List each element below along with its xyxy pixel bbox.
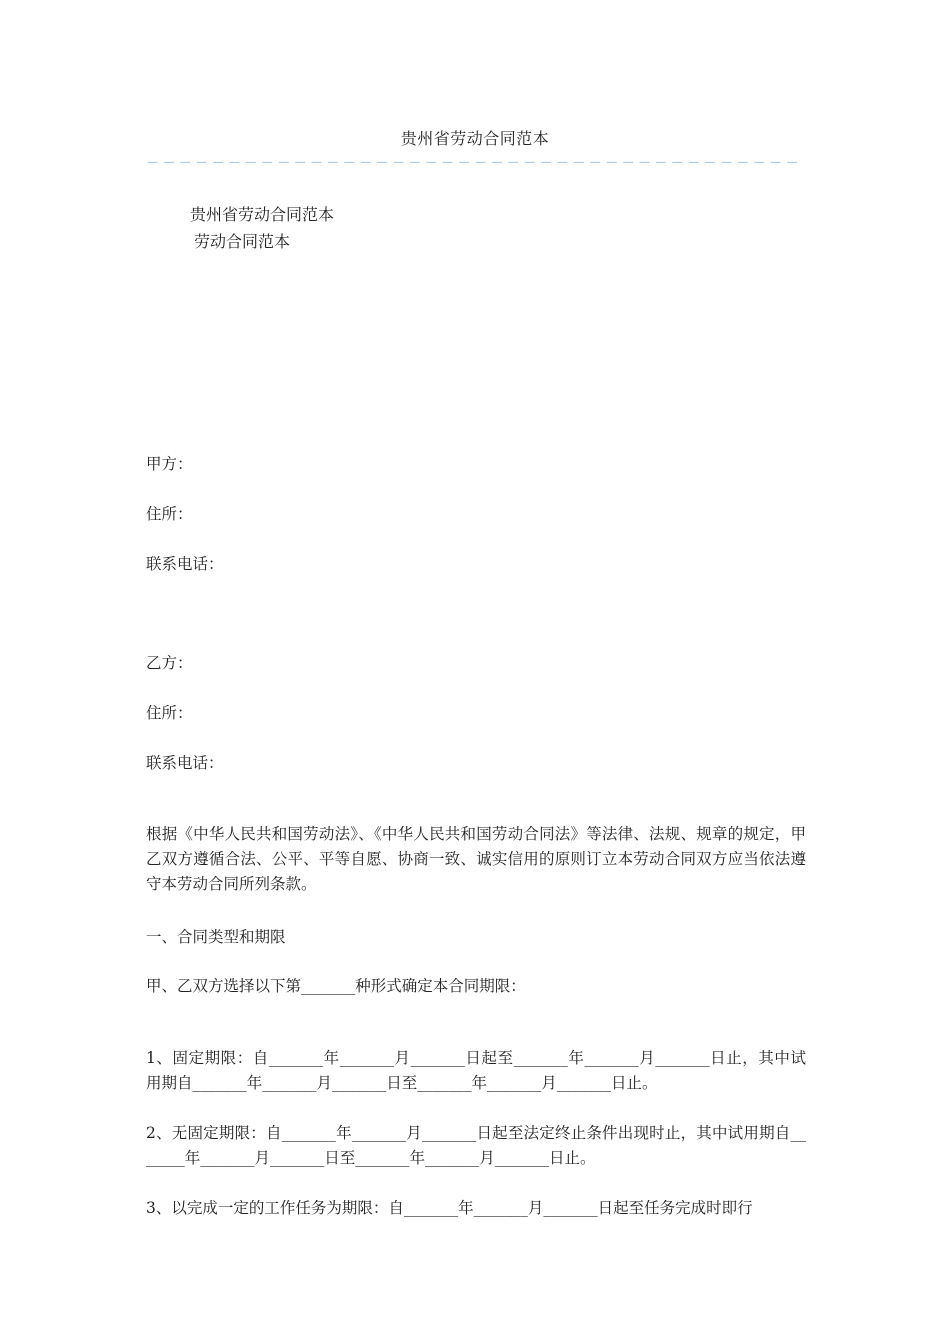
- party-b-name-label: 乙方：: [146, 654, 193, 672]
- party-b-address-label: 住所：: [146, 704, 193, 722]
- page-title: 贵州省劳动合同范本: [400, 129, 550, 148]
- clause-1: 1、固定期限：自_______年_______月_______日起至_______年_______月_______日止，其中试用期自_______年_______月_______日至_______年_______月_______日止。: [146, 1049, 806, 1092]
- section-1-heading: 一、合同类型和期限: [146, 928, 286, 946]
- party-a-address-label: 住所：: [146, 505, 193, 523]
- subtitle-1: 贵州省劳动合同范本: [190, 205, 335, 224]
- clause-2: 2、无固定期限：自_______年_______月_______日起至法定终止条件出现时止，其中试用期自_______年_______月_______日至_______年_______月_______日止。: [146, 1124, 806, 1167]
- party-a-name-label: 甲方：: [146, 455, 193, 473]
- title-dashed-rule: －－－－－－－－－－－－－－－－－－－－－－－－－－－－－－－－－－－－－－－－: [146, 156, 802, 164]
- section-1-intro: 甲、乙双方选择以下第_______种形式确定本合同期限：: [146, 977, 526, 995]
- preamble-paragraph: 根据《中华人民共和国劳动法》、《中华人民共和国劳动合同法》等法律、法规、规章的规定，甲乙双方遵循合法、公平、平等自愿、协商一致、诚实信用的原则订立本劳动合同双方应当依法遵守本劳动合同所列条款。: [146, 825, 806, 893]
- party-a-phone-label: 联系电话：: [146, 555, 224, 573]
- subtitle-2: 劳动合同范本: [194, 232, 291, 251]
- party-b-phone-label: 联系电话：: [146, 754, 224, 772]
- clause-3: 3、以完成一定的工作任务为期限：自_______年_______月_______日起至任务完成时即行: [146, 1199, 753, 1217]
